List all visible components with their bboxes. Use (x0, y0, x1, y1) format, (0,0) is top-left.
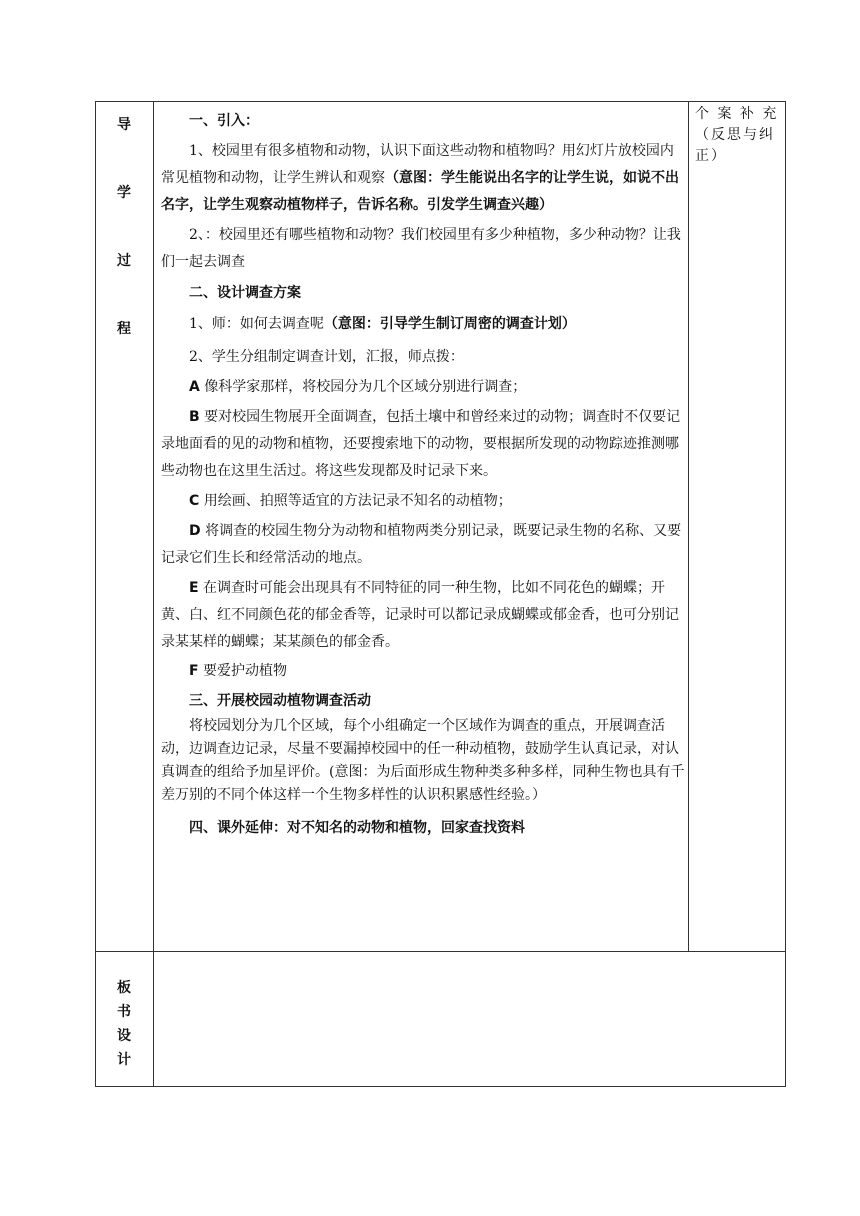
section-2-p1-text: 1、师：如何去调查呢 (189, 316, 324, 332)
plan-item-d-letter: D (189, 523, 201, 539)
plan-item-b (161, 404, 687, 485)
plan-item-d (161, 518, 687, 572)
column-divider-right (688, 101, 689, 952)
lesson-content (161, 108, 687, 842)
section-1-p1-text: 1、校园里有很多植物和动物，认识下面这些动物和植物吗？用幻灯片放校园内常见植物和动物，让学生辨认和观察 (161, 143, 674, 186)
plan-item-c-letter: C (189, 493, 200, 509)
plan-item-a-text: 像科学家那样，将校园分为几个区域分别进行调查； (204, 379, 527, 395)
board-label-char-2: 书 (117, 1004, 131, 1020)
plan-item-b-text: 要对校园生物展开全面调查，包括土壤中和曾经来过的动物；调查时不仅要记录地面看的见的动物和植物，还要搜索地下的动物，要根据所发现的动物踪迹推测哪些动物也在这里生活过。将这些发现都及时记录下来。 (161, 409, 681, 479)
plan-item-a (161, 374, 687, 401)
process-label-char-1: 导 (117, 117, 131, 133)
plan-item-b-letter: B (189, 409, 200, 425)
plan-item-e (161, 575, 687, 656)
plan-item-c (161, 488, 687, 515)
board-label-char-1: 板 (117, 980, 131, 996)
board-label-char-3: 设 (117, 1028, 131, 1044)
plan-item-a-letter: A (189, 379, 200, 395)
supplement-line-1: 个 案 补 充 (695, 106, 779, 122)
section-3-paragraph: 将校园划分为几个区域，每个小组确定一个区域作为调查的重点，开展调查活动，边调查边记录，尽量不要漏掉校园中的任一种动植物，鼓励学生认真记录，对认真调查的组给予加星评价。(意图：为后面形成生物种类多种多样，同种生物也具有千差万别的不同个体这样一个生物多样性的认识积累感性经验。） (161, 718, 685, 803)
row-divider (95, 951, 786, 952)
process-label-char-2: 学 (117, 185, 131, 201)
section-4-heading: 四、课外延伸：对不知名的动物和植物，回家查找资料 (189, 820, 525, 836)
section-1-p1-intent: （意图：学生能说出名字的让学生说，如说不出名字，让学生观察动植物样子，告诉名称。引发学生调查兴趣） (161, 170, 679, 213)
section-1-paragraph-2: 2、：校园里还有哪些植物和动物？我们校园里有多少种植物，多少种动物？让我们一起去调查 (161, 227, 681, 270)
plan-item-e-text: 在调查时可能会出现具有不同特征的同一种生物，比如不同花色的蝴蝶；开黄、白、红不同颜色花的郁金香等，记录时可以都记录成蝴蝶或郁金香，也可分别记录某某样的蝴蝶；某某颜色的郁金香。 (161, 580, 679, 650)
plan-item-d-text: 将调查的校园生物分为动物和植物两类分别记录，既要记录生物的名称、又要记录它们生长和经常活动的地点。 (161, 523, 682, 566)
plan-item-f-text: 要爱护动植物 (203, 663, 288, 679)
plan-item-e-letter: E (189, 580, 199, 596)
section-2-heading: 二、设计调查方案 (189, 285, 301, 301)
process-label-char-3: 过 (117, 253, 131, 269)
section-1-heading: 一、引入： (189, 113, 259, 129)
supplement-column-header (695, 104, 785, 167)
board-label-char-4: 计 (117, 1052, 131, 1068)
plan-item-f-letter: F (189, 663, 199, 679)
column-divider-left (153, 101, 154, 1087)
section-2-p1-intent: （意图：引导学生制订周密的调查计划） (323, 316, 576, 332)
supplement-line-2: （反思与纠 (695, 127, 775, 143)
section-1-paragraph-1 (161, 138, 687, 219)
section-2-paragraph-1 (161, 311, 687, 338)
plan-item-c-text: 用绘画、拍照等适宜的方法记录不知名的动植物； (203, 493, 512, 509)
section-2-paragraph-2: 2、学生分组制定调查计划，汇报，师点拨： (189, 349, 464, 365)
plan-item-f (161, 658, 687, 685)
supplement-line-3: 正） (695, 148, 727, 164)
section-3-heading: 三、开展校园动植物调查活动 (189, 693, 371, 709)
process-label-char-4: 程 (117, 321, 131, 337)
